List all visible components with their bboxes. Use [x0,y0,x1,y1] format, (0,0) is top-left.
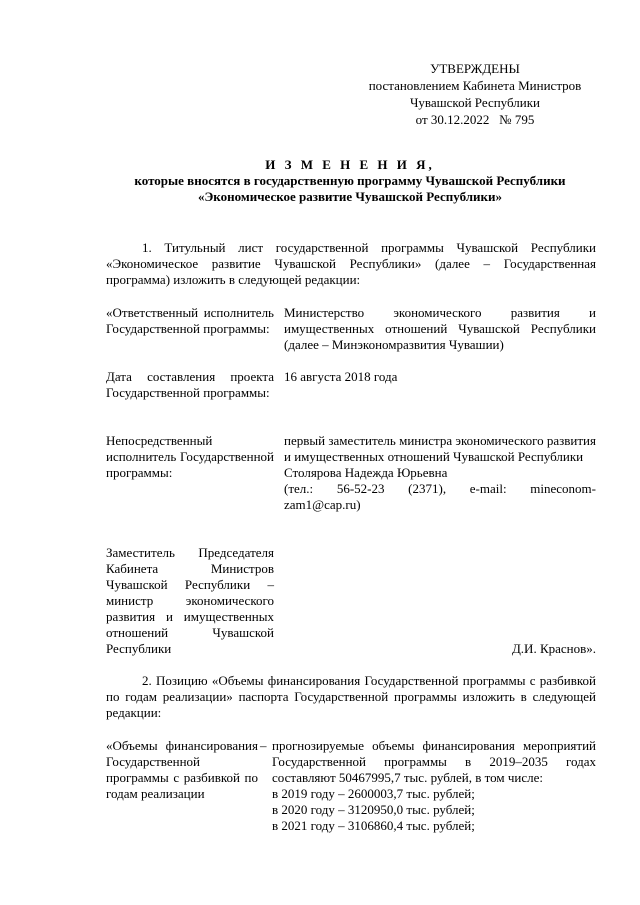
row-5-total: прогнозируемые объемы финансирования мероприятий Государственной программы в 2019–2035 годах составляют 50467995,7 тыс. рублей, в том числе: [272,738,596,785]
row-2-label: Дата составления проекта Государственной программы: [106,369,274,400]
paragraph-1: 1. Титульный лист государственной программы Чувашской Республики «Экономическое развитие Чувашской Республики» (далее – Государственная программа) изложить в следующей редакции: [106,240,596,287]
row-5-year-2020: в 2020 году – 3120950,0 тыс. рублей; [272,802,475,817]
row-3-value [284,433,596,513]
row-1-label: «Ответственный исполнитель Государственной программы: [106,305,274,336]
row-3-contacts: (тел.: 56-52-23 (2371), e-mail: mineconom-zam1@cap.ru) [284,481,596,512]
heading-line-1: которые вносятся в государственную программу Чувашской Республики [134,173,566,188]
heading-line-2: «Экономическое развитие Чувашской Республики» [197,189,503,204]
heading-word: И З М Е Н Е Н И Я, [265,157,435,172]
signatory-name: Д.И. Краснов». [511,641,596,656]
row-5-label: «Объемы финансирования Государственной программы с разбивкой по годам реализации [106,738,258,801]
row-3-person: Столярова Надежда Юрьевна [284,465,448,480]
approval-date: от 30.12.2022 № 795 [415,112,535,127]
approval-title: УТВЕРЖДЕНЫ [430,61,520,76]
row-5-year-2021: в 2021 году – 3106860,4 тыс. рублей; [272,818,475,833]
row-4-label: Заместитель Председателя Кабинета Министров Чувашской Республики – министр экономического развития и имущественных отношений Чувашской Республики [106,545,274,656]
approval-line-2: Чувашской Республики [409,95,541,110]
row-5-year-2019: в 2019 году – 2600003,7 тыс. рублей; [272,786,475,801]
approval-block [340,60,610,128]
document-heading [100,157,600,205]
row-5-value [272,738,596,834]
row-2-value: 16 августа 2018 года [284,369,398,384]
approval-line-1: постановлением Кабинета Министров [368,78,582,93]
paragraph-2: 2. Позицию «Объемы финансирования Государственной программы с разбивкой по годам реализации» паспорта Государственной программы изложить в следующей редакции: [106,673,596,720]
row-3-position: первый заместитель министра экономического развития и имущественных отношений Чувашской Республики [284,433,596,464]
row-3-label: Непосредственный исполнитель Государственной программы: [106,433,274,480]
row-5-dash: – [260,738,267,753]
row-1-value: Министерство экономического развития и имущественных отношений Чувашской Республики (далее – Минэкономразвития Чувашии) [284,305,596,352]
row-signatory [106,545,596,657]
